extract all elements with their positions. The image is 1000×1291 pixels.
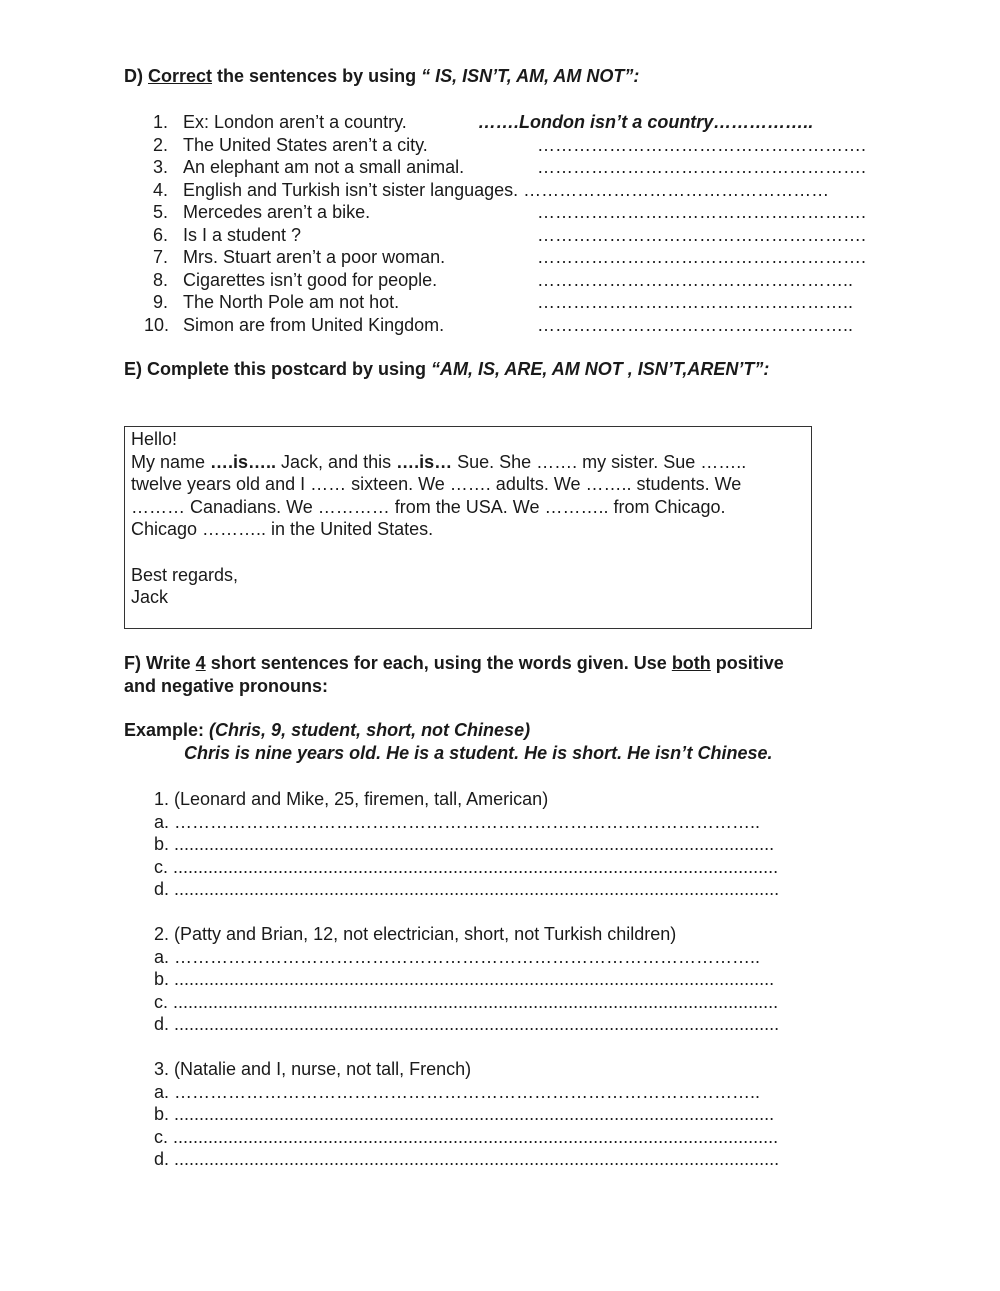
answer-blank[interactable]: …………………………………………….. [537, 270, 854, 290]
answer-blank[interactable]: ………………………………………………. [537, 247, 867, 267]
item-number: 6. [153, 225, 169, 245]
answer-line-d[interactable]: d. ......................................................................................................................... [154, 1149, 780, 1169]
item-sentence: Ex: London aren’t a country. [183, 112, 407, 132]
section-d-prefix: D) [124, 66, 148, 86]
answer-line-a[interactable]: a. …………………………………………………………………………………….. [154, 812, 761, 832]
section-f-title [124, 653, 784, 674]
item-sentence: Mercedes aren’t a bike. [183, 202, 371, 222]
postcard-line-5: Chicago ……….. in the United States. [131, 519, 434, 540]
example-line [124, 720, 530, 741]
item-example-answer: …….London isn’t a country…………….. [478, 112, 814, 132]
postcard-greeting: Hello! [131, 429, 178, 449]
item-sentence: Cigarettes isn’t good for people. [183, 270, 438, 290]
item-number: 4. [153, 180, 169, 200]
group-header: 2. (Patty and Brian, 12, not electrician, short, not Turkish children) [154, 924, 677, 944]
answer-blank[interactable]: ………………………………………………. [537, 202, 867, 222]
postcard-filled-blank: ….is….. [210, 451, 277, 472]
section-e-title-quote: “AM, IS, ARE, AM NOT , ISN’T,AREN’T”: [431, 359, 770, 379]
item-sentence: The United States aren’t a city. [183, 135, 428, 155]
answer-line-b[interactable]: b. ........................................................................................................................ [154, 834, 775, 854]
answer-blank[interactable]: ………………………………………………. [537, 225, 867, 245]
answer-blank[interactable]: ………………………………………………. [537, 157, 867, 177]
item-number: 8. [153, 270, 169, 290]
answer-line-b[interactable]: b. ........................................................................................................................ [154, 1104, 775, 1124]
example-answer: Chris is nine years old. He is a student. He is short. He isn’t Chinese. [184, 743, 773, 763]
postcard-filled-blank: ….is… [396, 451, 453, 472]
item-number: 10. [144, 315, 170, 335]
answer-line-a[interactable]: a. …………………………………………………………………………………….. [154, 1082, 761, 1102]
section-f-title-line-2: and negative pronouns: [124, 676, 329, 696]
section-f-title-b: short sentences for each, using the words given. Use [205, 653, 672, 673]
section-f-title-c: positive [710, 653, 784, 673]
item-sentence: The North Pole am not hot. [183, 292, 400, 312]
answer-blank[interactable]: …………………………………………….. [537, 292, 854, 312]
answer-line-c[interactable]: c. ......................................................................................................................... [154, 992, 779, 1012]
section-d-title [124, 66, 639, 87]
answer-line-c[interactable]: c. ......................................................................................................................... [154, 1127, 779, 1147]
item-number: 3. [153, 157, 169, 177]
item-sentence: An elephant am not a small animal. [183, 157, 465, 177]
postcard-text: Jack, and this [276, 451, 397, 472]
example-label: Example: [124, 720, 210, 740]
postcard-line-2 [131, 451, 805, 474]
answer-line-a[interactable]: a. …………………………………………………………………………………….. [154, 947, 761, 967]
answer-blank[interactable]: ………………………………………………. [537, 135, 867, 155]
item-number: 1. [153, 112, 169, 132]
section-e-title-text: E) Complete this postcard by using [124, 359, 432, 379]
postcard-text: My name [131, 451, 211, 472]
postcard-signature: Jack [131, 587, 169, 608]
answer-line-d[interactable]: d. ......................................................................................................................... [154, 1014, 780, 1034]
postcard-closing: Best regards, [131, 564, 239, 585]
item-number: 2. [153, 135, 169, 155]
item-number: 5. [153, 202, 169, 222]
answer-line-d[interactable]: d. ......................................................................................................................... [154, 879, 780, 899]
postcard-box[interactable] [124, 426, 812, 629]
section-f-title-both: both [671, 653, 711, 673]
item-sentence: Is I a student ? [183, 225, 302, 245]
item-sentence: Simon are from United Kingdom. [183, 315, 445, 335]
section-d-title-rest: the sentences by using [212, 66, 422, 86]
section-f-title-number: 4 [195, 653, 206, 673]
section-e-title [124, 359, 769, 380]
group-header: 1. (Leonard and Mike, 25, firemen, tall, American) [154, 789, 549, 809]
item-sentence: Mrs. Stuart aren’t a poor woman. [183, 247, 446, 267]
item-number: 7. [153, 247, 169, 267]
section-d-correct-word: Correct [148, 66, 213, 86]
answer-line-b[interactable]: b. ........................................................................................................................ [154, 969, 775, 989]
postcard-text: Sue. She ……. my sister. Sue …….. [452, 451, 747, 472]
postcard-spacer [131, 541, 805, 564]
answer-line-c[interactable]: c. ......................................................................................................................... [154, 857, 779, 877]
item-sentence[interactable]: English and Turkish isn’t sister languages. …………………………………………… [183, 180, 830, 200]
postcard-line-4: ……… Canadians. We ………… from the USA. We ……….. from Chicago. [131, 496, 726, 517]
example-words: (Chris, 9, student, short, not Chinese) [209, 720, 531, 740]
group-header: 3. (Natalie and I, nurse, not tall, French) [154, 1059, 472, 1079]
answer-blank[interactable]: …………………………………………….. [537, 315, 854, 335]
postcard-line-3: twelve years old and I …… sixteen. We ……. adults. We …….. students. We [131, 474, 742, 495]
section-d-title-quote: “ IS, ISN’T, AM, AM NOT”: [421, 66, 640, 86]
section-f-title-a: F) Write [124, 653, 196, 673]
item-number: 9. [153, 292, 169, 312]
